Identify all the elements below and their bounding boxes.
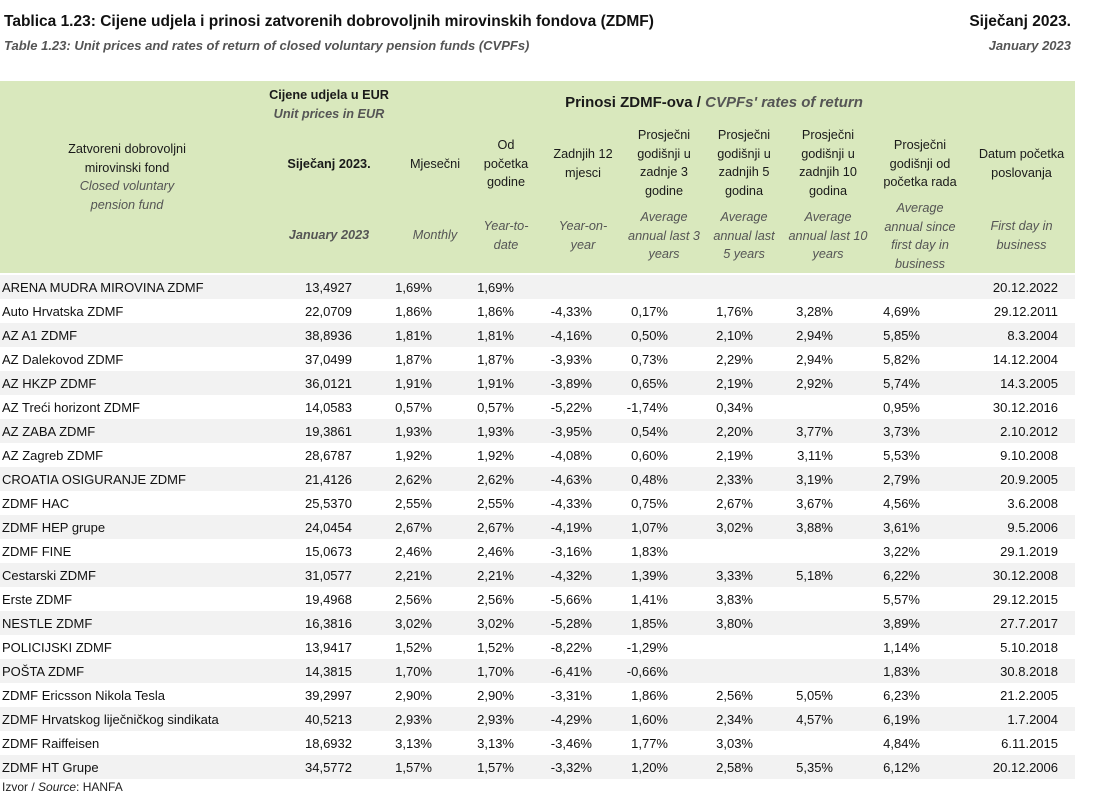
start-date-cell: 20.12.2022: [948, 275, 1075, 299]
unit-price-cell: 38,8936: [254, 323, 378, 347]
table-row: [0, 347, 1075, 371]
fund-name-cell: ARENA MUDRA MIROVINA ZDMF: [0, 275, 254, 299]
table-row: [0, 467, 1075, 491]
ytd-return-cell: 2,55%: [444, 491, 530, 515]
avg10-return-cell: 3,11%: [772, 443, 854, 467]
avg-since-return-cell: 4,84%: [854, 731, 948, 755]
start-date-cell: 30.8.2018: [948, 659, 1075, 683]
avg-since-return-cell: 6,23%: [854, 683, 948, 707]
col-monthly-header: Mjesečni: [409, 157, 461, 171]
avg-since-return-cell: 6,12%: [854, 755, 948, 779]
table-subtitle: Table 1.23: Unit prices and rates of return of closed voluntary pension funds (CVPFs): [4, 38, 530, 53]
table-row: [0, 515, 1075, 539]
avg5-return-cell: 2,29%: [688, 347, 772, 371]
avg3-return-cell: 1,85%: [608, 611, 688, 635]
avg-since-return-cell: 3,89%: [854, 611, 948, 635]
start-date-cell: 30.12.2016: [948, 395, 1075, 419]
avg5-return-cell: 3,83%: [688, 587, 772, 611]
yoy-return-cell: -4,16%: [530, 323, 608, 347]
start-date-cell: 9.10.2008: [948, 443, 1075, 467]
monthly-return-cell: 1,93%: [378, 419, 444, 443]
avg3-return-cell: 1,20%: [608, 755, 688, 779]
monthly-return-cell: 2,55%: [378, 491, 444, 515]
col-avg5-header-en: Average annual last 5 years: [713, 210, 775, 261]
table-row: [0, 635, 1075, 659]
avg3-return-cell: 0,17%: [608, 299, 688, 323]
ytd-return-cell: 1,91%: [444, 371, 530, 395]
unit-price-cell: 18,6932: [254, 731, 378, 755]
avg-since-return-cell: 3,73%: [854, 419, 948, 443]
table-row: [0, 563, 1075, 587]
fund-name-cell: ZDMF HAC: [0, 491, 254, 515]
ytd-return-cell: 1,93%: [444, 419, 530, 443]
fund-name-cell: AZ Zagreb ZDMF: [0, 443, 254, 467]
ytd-return-cell: 3,02%: [444, 611, 530, 635]
avg5-return-cell: 2,34%: [688, 707, 772, 731]
avg5-return-cell: 3,02%: [688, 515, 772, 539]
monthly-return-cell: 1,52%: [378, 635, 444, 659]
table-row: [0, 683, 1075, 707]
start-date-cell: 5.10.2018: [948, 635, 1075, 659]
avg3-return-cell: 1,77%: [608, 731, 688, 755]
table-row: [0, 659, 1075, 683]
fund-name-cell: AZ ZABA ZDMF: [0, 419, 254, 443]
start-date-cell: 2.10.2012: [948, 419, 1075, 443]
monthly-return-cell: 3,02%: [378, 611, 444, 635]
ytd-return-cell: 2,90%: [444, 683, 530, 707]
col-returns-group-header: Prinosi ZDMF-ova / CVPFs' rates of return: [565, 94, 863, 111]
report-date-en: January 2023: [988, 38, 1071, 53]
fund-name-cell: AZ Treći horizont ZDMF: [0, 395, 254, 419]
col-avg-since-header-en: Average annual since first day in business: [884, 201, 956, 271]
avg10-return-cell: [772, 611, 854, 635]
yoy-return-cell: -4,19%: [530, 515, 608, 539]
ytd-return-cell: 2,46%: [444, 539, 530, 563]
table-row: [0, 275, 1075, 299]
col-avg10-header: Prosječni godišnji u zadnjih 10 godina: [799, 128, 857, 198]
avg-since-return-cell: 2,79%: [854, 467, 948, 491]
ytd-return-cell: 1,86%: [444, 299, 530, 323]
col-yoy-header-en: Year-on- year: [558, 219, 608, 252]
avg10-return-cell: [772, 275, 854, 299]
table-row: [0, 755, 1075, 779]
avg-since-return-cell: 6,19%: [854, 707, 948, 731]
monthly-return-cell: 1,92%: [378, 443, 444, 467]
avg10-return-cell: 3,77%: [772, 419, 854, 443]
avg3-return-cell: 1,41%: [608, 587, 688, 611]
col-price-header-en: January 2023: [288, 228, 370, 242]
monthly-return-cell: 1,86%: [378, 299, 444, 323]
yoy-return-cell: -4,29%: [530, 707, 608, 731]
start-date-cell: 20.12.2006: [948, 755, 1075, 779]
unit-price-cell: 28,6787: [254, 443, 378, 467]
fund-name-cell: POLICIJSKI ZDMF: [0, 635, 254, 659]
avg-since-return-cell: 3,61%: [854, 515, 948, 539]
ytd-return-cell: 2,21%: [444, 563, 530, 587]
ytd-return-cell: 1,52%: [444, 635, 530, 659]
unit-price-cell: 21,4126: [254, 467, 378, 491]
fund-name-cell: AZ A1 ZDMF: [0, 323, 254, 347]
table-row: [0, 707, 1075, 731]
yoy-return-cell: -4,63%: [530, 467, 608, 491]
avg-since-return-cell: 3,22%: [854, 539, 948, 563]
start-date-cell: 27.7.2017: [948, 611, 1075, 635]
ytd-return-cell: 1,69%: [444, 275, 530, 299]
report-date: Siječanj 2023.: [969, 13, 1071, 30]
start-date-cell: 29.12.2011: [948, 299, 1075, 323]
table-row: [0, 395, 1075, 419]
monthly-return-cell: 1,70%: [378, 659, 444, 683]
avg3-return-cell: 0,73%: [608, 347, 688, 371]
table-header: [0, 81, 1075, 273]
avg3-return-cell: 0,65%: [608, 371, 688, 395]
start-date-cell: 29.1.2019: [948, 539, 1075, 563]
unit-price-cell: 14,3815: [254, 659, 378, 683]
source-note: Izvor / Source: HANFA: [2, 780, 123, 794]
ytd-return-cell: 1,87%: [444, 347, 530, 371]
monthly-return-cell: 1,91%: [378, 371, 444, 395]
avg5-return-cell: [688, 539, 772, 563]
avg10-return-cell: [772, 635, 854, 659]
unit-price-cell: 40,5213: [254, 707, 378, 731]
unit-price-cell: 13,4927: [254, 275, 378, 299]
ytd-return-cell: 0,57%: [444, 395, 530, 419]
avg3-return-cell: 1,86%: [608, 683, 688, 707]
avg5-return-cell: 2,19%: [688, 443, 772, 467]
monthly-return-cell: 2,56%: [378, 587, 444, 611]
fund-name-cell: POŠTA ZDMF: [0, 659, 254, 683]
ytd-return-cell: 2,93%: [444, 707, 530, 731]
avg10-return-cell: 5,35%: [772, 755, 854, 779]
yoy-return-cell: -3,31%: [530, 683, 608, 707]
fund-name-cell: ZDMF HT Grupe: [0, 755, 254, 779]
fund-name-cell: AZ Dalekovod ZDMF: [0, 347, 254, 371]
table-row: [0, 323, 1075, 347]
avg10-return-cell: 5,05%: [772, 683, 854, 707]
fund-name-cell: Auto Hrvatska ZDMF: [0, 299, 254, 323]
col-avg3-header-en: Average annual last 3 years: [628, 210, 700, 261]
fund-name-cell: ZDMF Ericsson Nikola Tesla: [0, 683, 254, 707]
avg-since-return-cell: 1,14%: [854, 635, 948, 659]
unit-price-cell: 37,0499: [254, 347, 378, 371]
avg5-return-cell: [688, 659, 772, 683]
table-row: [0, 299, 1075, 323]
unit-price-cell: 19,4968: [254, 587, 378, 611]
unit-price-cell: 16,3816: [254, 611, 378, 635]
col-avg10-header-en: Average annual last 10 years: [788, 210, 868, 261]
yoy-return-cell: -4,32%: [530, 563, 608, 587]
avg-since-return-cell: 5,82%: [854, 347, 948, 371]
table-row: [0, 587, 1075, 611]
yoy-return-cell: -8,22%: [530, 635, 608, 659]
col-start-date-header-en: First day in business: [990, 219, 1053, 252]
avg10-return-cell: [772, 539, 854, 563]
monthly-return-cell: 1,69%: [378, 275, 444, 299]
avg10-return-cell: 2,94%: [772, 347, 854, 371]
avg-since-return-cell: 5,74%: [854, 371, 948, 395]
col-ytd-header-en: Year-to- date: [483, 219, 529, 252]
col-ytd-header: Od početka godine: [483, 138, 529, 189]
table-row: [0, 611, 1075, 635]
unit-price-cell: 25,5370: [254, 491, 378, 515]
table-row: [0, 539, 1075, 563]
monthly-return-cell: 2,62%: [378, 467, 444, 491]
avg10-return-cell: [772, 587, 854, 611]
ytd-return-cell: 1,57%: [444, 755, 530, 779]
avg-since-return-cell: 0,95%: [854, 395, 948, 419]
unit-price-cell: 19,3861: [254, 419, 378, 443]
start-date-cell: 3.6.2008: [948, 491, 1075, 515]
monthly-return-cell: 0,57%: [378, 395, 444, 419]
avg3-return-cell: 1,39%: [608, 563, 688, 587]
avg-since-return-cell: 5,57%: [854, 587, 948, 611]
avg10-return-cell: [772, 395, 854, 419]
avg5-return-cell: 2,67%: [688, 491, 772, 515]
avg5-return-cell: 1,76%: [688, 299, 772, 323]
table-row: [0, 371, 1075, 395]
yoy-return-cell: -3,95%: [530, 419, 608, 443]
avg5-return-cell: 3,80%: [688, 611, 772, 635]
avg-since-return-cell: 4,56%: [854, 491, 948, 515]
yoy-return-cell: -3,93%: [530, 347, 608, 371]
ytd-return-cell: 3,13%: [444, 731, 530, 755]
avg5-return-cell: 3,03%: [688, 731, 772, 755]
start-date-cell: 29.12.2015: [948, 587, 1075, 611]
avg5-return-cell: [688, 275, 772, 299]
avg-since-return-cell: 5,85%: [854, 323, 948, 347]
col-yoy-header: Zadnjih 12 mjesci: [553, 147, 613, 180]
fund-name-cell: ZDMF HEP grupe: [0, 515, 254, 539]
monthly-return-cell: 2,67%: [378, 515, 444, 539]
avg5-return-cell: 2,33%: [688, 467, 772, 491]
unit-price-cell: 14,0583: [254, 395, 378, 419]
avg3-return-cell: 1,60%: [608, 707, 688, 731]
start-date-cell: 6.11.2015: [948, 731, 1075, 755]
col-price-group-header: Cijene udjela u EUR Unit prices in EUR: [269, 88, 389, 121]
yoy-return-cell: [530, 275, 608, 299]
table-row: [0, 491, 1075, 515]
avg3-return-cell: -0,66%: [608, 659, 688, 683]
fund-name-cell: Erste ZDMF: [0, 587, 254, 611]
monthly-return-cell: 3,13%: [378, 731, 444, 755]
ytd-return-cell: 1,81%: [444, 323, 530, 347]
avg5-return-cell: 2,20%: [688, 419, 772, 443]
avg-since-return-cell: 1,83%: [854, 659, 948, 683]
unit-price-cell: 13,9417: [254, 635, 378, 659]
avg10-return-cell: [772, 659, 854, 683]
col-avg3-header: Prosječni godišnji u zadnje 3 godine: [637, 128, 691, 198]
avg10-return-cell: 4,57%: [772, 707, 854, 731]
avg5-return-cell: 0,34%: [688, 395, 772, 419]
avg5-return-cell: 2,56%: [688, 683, 772, 707]
ytd-return-cell: 2,56%: [444, 587, 530, 611]
avg5-return-cell: [688, 635, 772, 659]
avg3-return-cell: 0,50%: [608, 323, 688, 347]
unit-price-cell: 22,0709: [254, 299, 378, 323]
avg10-return-cell: 2,94%: [772, 323, 854, 347]
yoy-return-cell: -4,08%: [530, 443, 608, 467]
avg3-return-cell: -1,29%: [608, 635, 688, 659]
monthly-return-cell: 1,87%: [378, 347, 444, 371]
unit-price-cell: 34,5772: [254, 755, 378, 779]
avg5-return-cell: 2,58%: [688, 755, 772, 779]
col-avg5-header: Prosječni godišnji u zadnjih 5 godina: [717, 128, 771, 198]
avg10-return-cell: 3,28%: [772, 299, 854, 323]
col-start-date-header: Datum početka poslovanja: [978, 147, 1065, 180]
avg3-return-cell: 0,60%: [608, 443, 688, 467]
avg3-return-cell: -1,74%: [608, 395, 688, 419]
table-row: [0, 443, 1075, 467]
fund-name-cell: AZ HKZP ZDMF: [0, 371, 254, 395]
monthly-return-cell: 1,57%: [378, 755, 444, 779]
monthly-return-cell: 2,46%: [378, 539, 444, 563]
avg3-return-cell: 0,75%: [608, 491, 688, 515]
yoy-return-cell: -5,22%: [530, 395, 608, 419]
ytd-return-cell: 1,92%: [444, 443, 530, 467]
avg-since-return-cell: 6,22%: [854, 563, 948, 587]
yoy-return-cell: -6,41%: [530, 659, 608, 683]
avg3-return-cell: 0,48%: [608, 467, 688, 491]
avg5-return-cell: 2,19%: [688, 371, 772, 395]
avg10-return-cell: 3,19%: [772, 467, 854, 491]
table-row: [0, 419, 1075, 443]
avg3-return-cell: [608, 275, 688, 299]
yoy-return-cell: -4,33%: [530, 491, 608, 515]
funds-table: [0, 275, 1075, 779]
fund-name-cell: NESTLE ZDMF: [0, 611, 254, 635]
unit-price-cell: 39,2997: [254, 683, 378, 707]
avg-since-return-cell: 4,69%: [854, 299, 948, 323]
monthly-return-cell: 2,90%: [378, 683, 444, 707]
avg3-return-cell: 1,07%: [608, 515, 688, 539]
avg10-return-cell: [772, 731, 854, 755]
avg3-return-cell: 1,83%: [608, 539, 688, 563]
yoy-return-cell: -3,32%: [530, 755, 608, 779]
avg10-return-cell: 5,18%: [772, 563, 854, 587]
col-price-header: Siječanj 2023.: [287, 157, 371, 171]
avg-since-return-cell: [854, 275, 948, 299]
avg10-return-cell: 3,67%: [772, 491, 854, 515]
start-date-cell: 9.5.2006: [948, 515, 1075, 539]
yoy-return-cell: -5,28%: [530, 611, 608, 635]
fund-name-cell: ZDMF Hrvatskog liječničkog sindikata: [0, 707, 254, 731]
monthly-return-cell: 2,93%: [378, 707, 444, 731]
ytd-return-cell: 1,70%: [444, 659, 530, 683]
unit-price-cell: 36,0121: [254, 371, 378, 395]
start-date-cell: 1.7.2004: [948, 707, 1075, 731]
ytd-return-cell: 2,62%: [444, 467, 530, 491]
ytd-return-cell: 2,67%: [444, 515, 530, 539]
avg10-return-cell: 3,88%: [772, 515, 854, 539]
fund-name-cell: ZDMF FINE: [0, 539, 254, 563]
fund-name-cell: ZDMF Raiffeisen: [0, 731, 254, 755]
start-date-cell: 14.3.2005: [948, 371, 1075, 395]
unit-price-cell: 24,0454: [254, 515, 378, 539]
yoy-return-cell: -5,66%: [530, 587, 608, 611]
col-avg-since-header: Prosječni godišnji od početka rada: [883, 138, 957, 189]
fund-name-cell: CROATIA OSIGURANJE ZDMF: [0, 467, 254, 491]
col-fund-header: Zatvoreni dobrovoljni mirovinski fond Closed voluntary pension fund: [68, 142, 186, 212]
start-date-cell: 30.12.2008: [948, 563, 1075, 587]
unit-price-cell: 31,0577: [254, 563, 378, 587]
start-date-cell: 14.12.2004: [948, 347, 1075, 371]
table-row: [0, 731, 1075, 755]
yoy-return-cell: -3,16%: [530, 539, 608, 563]
avg5-return-cell: 2,10%: [688, 323, 772, 347]
avg10-return-cell: 2,92%: [772, 371, 854, 395]
monthly-return-cell: 1,81%: [378, 323, 444, 347]
table-title: Tablica 1.23: Cijene udjela i prinosi zatvorenih dobrovoljnih mirovinskih fondova (ZDMF): [4, 13, 654, 30]
fund-name-cell: Cestarski ZDMF: [0, 563, 254, 587]
start-date-cell: 21.2.2005: [948, 683, 1075, 707]
start-date-cell: 8.3.2004: [948, 323, 1075, 347]
avg5-return-cell: 3,33%: [688, 563, 772, 587]
avg3-return-cell: 0,54%: [608, 419, 688, 443]
avg-since-return-cell: 5,53%: [854, 443, 948, 467]
yoy-return-cell: -3,89%: [530, 371, 608, 395]
start-date-cell: 20.9.2005: [948, 467, 1075, 491]
yoy-return-cell: -4,33%: [530, 299, 608, 323]
yoy-return-cell: -3,46%: [530, 731, 608, 755]
monthly-return-cell: 2,21%: [378, 563, 444, 587]
col-monthly-header-en: Monthly: [412, 228, 458, 242]
unit-price-cell: 15,0673: [254, 539, 378, 563]
